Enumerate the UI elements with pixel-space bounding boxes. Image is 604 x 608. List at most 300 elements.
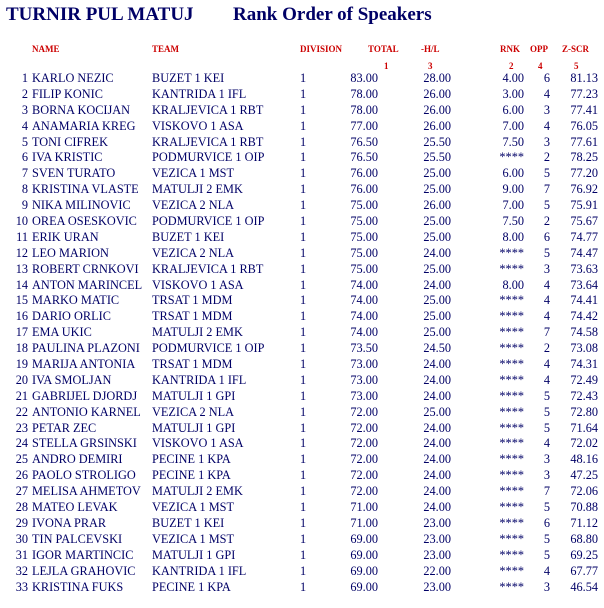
team-name: PODMURVICE 1 OIP [152,341,265,356]
total-score: 77.00 [350,118,378,133]
team-name: KRALJEVICA 1 RBT [152,261,264,276]
speaker-name: MELISA AHMETOV [32,484,141,499]
opponent-count: 3 [543,579,550,594]
rank-score: 3.00 [502,86,524,101]
z-score: 48.16 [570,452,598,467]
rank-score: **** [499,468,524,483]
row-number: 12 [15,245,28,260]
speaker-name: IVA SMOLJAN [32,372,112,387]
table-row [0,119,604,135]
division: 1 [300,182,307,197]
speaker-name: ANTONIO KARNEL [32,404,141,419]
z-score: 77.41 [570,102,598,117]
opponent-count: 7 [543,182,550,197]
team-name: TRSAT 1 MDM [152,293,233,308]
division: 1 [300,484,307,499]
team-name: KANTRIDA 1 IFL [152,563,247,578]
team-name: KANTRIDA 1 IFL [152,372,247,387]
hl-score: 24.00 [423,245,451,260]
opponent-count: 7 [543,484,550,499]
division: 1 [300,293,307,308]
row-number: 23 [15,420,28,435]
hl-score: 26.00 [423,102,451,117]
row-number: 33 [15,579,28,594]
z-score: 68.80 [570,531,598,546]
table-row [0,421,604,437]
hl-score: 25.00 [423,229,451,244]
speaker-name: SVEN TURATO [32,166,116,181]
z-score: 67.77 [570,563,598,578]
subheader-opp: 4 [538,61,543,71]
hl-score: 25.00 [423,309,451,324]
rank-score: **** [499,309,524,324]
table-row [0,373,604,389]
hl-score: 23.00 [423,531,451,546]
row-number: 21 [15,388,28,403]
z-score: 73.64 [570,277,598,292]
team-name: PECINE 1 KPA [152,452,231,467]
total-score: 69.00 [350,547,378,562]
z-score: 74.31 [570,357,598,372]
division: 1 [300,277,307,292]
team-name: PECINE 1 KPA [152,579,231,594]
row-number: 5 [21,134,28,149]
z-score: 74.47 [570,245,598,260]
speaker-name: GABRIJEL DJORDJ [32,388,138,403]
hl-score: 24.00 [423,452,451,467]
team-name: VEZICA 2 NLA [152,404,234,419]
row-number: 25 [15,452,28,467]
rank-score: **** [499,293,524,308]
rank-score: **** [499,547,524,562]
table-row [0,516,604,532]
team-name: VEZICA 1 MST [152,531,234,546]
z-score: 73.08 [570,341,598,356]
total-score: 72.00 [350,452,378,467]
total-score: 74.00 [350,277,378,292]
hl-score: 28.00 [423,71,451,85]
team-name: KANTRIDA 1 IFL [152,86,247,101]
total-score: 73.00 [350,372,378,387]
hl-score: 26.00 [423,86,451,101]
division: 1 [300,563,307,578]
team-name: MATULJI 1 GPI [152,547,236,562]
table-row [0,357,604,373]
hl-score: 25.50 [423,150,451,165]
total-score: 76.50 [350,134,378,149]
division: 1 [300,214,307,229]
division: 1 [300,547,307,562]
table-row [0,135,604,151]
team-name: PECINE 1 KPA [152,468,231,483]
z-score: 77.20 [570,166,598,181]
row-number: 18 [15,341,28,356]
speaker-name: ANTON MARINCEL [32,277,143,292]
team-name: PODMURVICE 1 OIP [152,214,265,229]
row-number: 13 [15,261,28,276]
z-score: 71.64 [570,420,598,435]
z-score: 72.06 [570,484,598,499]
division: 1 [300,388,307,403]
opponent-count: 7 [543,325,550,340]
division: 1 [300,261,307,276]
total-score: 76.00 [350,182,378,197]
row-number: 2 [21,86,28,101]
division: 1 [300,325,307,340]
hl-score: 24.00 [423,357,451,372]
table-row [0,293,604,309]
row-number: 16 [15,309,28,324]
z-score: 69.25 [570,547,598,562]
z-score: 73.63 [570,261,598,276]
header-division: DIVISION [300,44,343,54]
total-score: 73.50 [350,341,378,356]
rank-score: **** [499,357,524,372]
opponent-count: 5 [543,245,550,260]
team-name: TRSAT 1 MDM [152,357,233,372]
total-score: 76.00 [350,166,378,181]
header-team: TEAM [152,44,179,54]
division: 1 [300,309,307,324]
rank-score: **** [499,404,524,419]
hl-score: 25.50 [423,134,451,149]
z-score: 72.49 [570,372,598,387]
hl-score: 24.00 [423,436,451,451]
hl-score: 24.50 [423,341,451,356]
row-number: 1 [21,71,28,85]
row-number: 7 [21,166,28,181]
hl-score: 25.00 [423,325,451,340]
hl-score: 24.00 [423,277,451,292]
hl-score: 24.00 [423,468,451,483]
speaker-table [0,71,604,595]
hl-score: 22.00 [423,563,451,578]
division: 1 [300,579,307,594]
table-row [0,166,604,182]
hl-score: 25.00 [423,404,451,419]
header-zscr: Z-SCR [562,44,590,54]
rank-score: **** [499,579,524,594]
table-row [0,182,604,198]
row-number: 17 [15,325,28,340]
team-name: PODMURVICE 1 OIP [152,150,265,165]
speaker-name: ANDRO DEMIRI [32,452,123,467]
opponent-count: 4 [543,293,550,308]
row-number: 9 [21,198,28,213]
row-number: 27 [15,484,28,499]
table-row [0,309,604,325]
table-row [0,564,604,580]
z-score: 47.25 [570,468,598,483]
speaker-name: KRISTINA VLASTE [32,182,139,197]
division: 1 [300,500,307,515]
team-name: MATULJI 2 EMK [152,325,243,340]
total-score: 74.00 [350,293,378,308]
total-score: 75.00 [350,245,378,260]
total-score: 72.00 [350,436,378,451]
row-number: 22 [15,404,28,419]
opponent-count: 6 [543,71,550,85]
opponent-count: 5 [543,500,550,515]
row-number: 26 [15,468,28,483]
rank-score: 9.00 [502,182,524,197]
row-number: 20 [15,372,28,387]
rank-score: 7.00 [502,118,524,133]
rank-score: **** [499,388,524,403]
row-number: 28 [15,500,28,515]
rank-score: **** [499,261,524,276]
rank-score: 6.00 [502,102,524,117]
row-number: 30 [15,531,28,546]
division: 1 [300,468,307,483]
team-name: MATULJI 2 EMK [152,182,243,197]
team-name: VEZICA 2 NLA [152,245,234,260]
speaker-name: MARIJA ANTONIA [32,357,136,372]
total-score: 72.00 [350,484,378,499]
speaker-name: IVA KRISTIC [32,150,103,165]
division: 1 [300,198,307,213]
division: 1 [300,71,307,85]
speaker-name: FILIP KONIC [32,86,103,101]
z-score: 75.91 [570,198,598,213]
rank-score: 7.50 [502,134,524,149]
table-row [0,580,604,596]
z-score: 71.12 [570,515,598,530]
z-score: 75.67 [570,214,598,229]
row-number: 6 [21,150,28,165]
speaker-name: ANAMARIA KREG [32,118,136,133]
table-row [0,230,604,246]
table-row [0,405,604,421]
total-score: 75.00 [350,198,378,213]
row-number: 15 [15,293,28,308]
opponent-count: 5 [543,547,550,562]
division: 1 [300,134,307,149]
rank-score: 4.00 [502,71,524,85]
z-score: 81.13 [570,71,598,85]
total-score: 69.00 [350,531,378,546]
rank-score: **** [499,372,524,387]
row-number: 24 [15,436,28,451]
division: 1 [300,531,307,546]
hl-score: 24.00 [423,420,451,435]
row-number: 3 [21,102,28,117]
opponent-count: 3 [543,134,550,149]
table-row [0,548,604,564]
table-row [0,87,604,103]
opponent-count: 5 [543,198,550,213]
team-name: KRALJEVICA 1 RBT [152,102,264,117]
division: 1 [300,166,307,181]
rank-score: 7.00 [502,198,524,213]
division: 1 [300,341,307,356]
table-row [0,246,604,262]
row-number: 29 [15,515,28,530]
opponent-count: 2 [543,214,550,229]
total-score: 72.00 [350,468,378,483]
team-name: BUZET 1 KEI [152,229,225,244]
header-name: NAME [32,44,60,54]
hl-score: 24.00 [423,388,451,403]
hl-score: 23.00 [423,579,451,594]
total-score: 71.00 [350,500,378,515]
speaker-name: KARLO NEZIC [32,71,114,85]
z-score: 70.88 [570,500,598,515]
opponent-count: 4 [543,86,550,101]
row-number: 8 [21,182,28,197]
team-name: MATULJI 2 EMK [152,484,243,499]
team-name: VEZICA 2 NLA [152,198,234,213]
opponent-count: 5 [543,404,550,419]
total-score: 78.00 [350,102,378,117]
hl-score: 26.00 [423,198,451,213]
speaker-name: PAOLO STROLIGO [32,468,136,483]
speaker-name: TIN PALCEVSKI [32,531,123,546]
table-row [0,262,604,278]
division: 1 [300,357,307,372]
team-name: VISKOVO 1 ASA [152,277,244,292]
rank-score: **** [499,436,524,451]
total-score: 71.00 [350,515,378,530]
z-score: 77.23 [570,86,598,101]
table-row [0,278,604,294]
table-row [0,198,604,214]
total-score: 75.00 [350,214,378,229]
speaker-name: TONI CIFREK [32,134,108,149]
speaker-name: DARIO ORLIC [32,309,111,324]
rank-score: **** [499,515,524,530]
total-score: 75.00 [350,229,378,244]
page-title: TURNIR PUL MATUJ [6,4,194,25]
z-score: 78.25 [570,150,598,165]
team-name: BUZET 1 KEI [152,71,225,85]
division: 1 [300,404,307,419]
hl-score: 25.00 [423,182,451,197]
hl-score: 25.00 [423,214,451,229]
rank-score: **** [499,531,524,546]
speaker-name: MATEO LEVAK [32,500,118,515]
rank-score: 8.00 [502,277,524,292]
hl-score: 25.00 [423,166,451,181]
row-number: 4 [21,118,28,133]
speaker-name: PETAR ZEC [32,420,97,435]
rank-score: **** [499,563,524,578]
z-score: 74.58 [570,325,598,340]
speaker-name: BORNA KOCIJAN [32,102,131,117]
speaker-name: STELLA GRSINSKI [32,436,137,451]
table-row [0,103,604,119]
total-score: 74.00 [350,309,378,324]
rank-score: **** [499,341,524,356]
opponent-count: 4 [543,563,550,578]
hl-score: 25.00 [423,293,451,308]
total-score: 74.00 [350,325,378,340]
division: 1 [300,150,307,165]
hl-score: 24.00 [423,372,451,387]
table-row [0,214,604,230]
row-number: 10 [15,214,28,229]
table-row [0,468,604,484]
z-score: 74.42 [570,309,598,324]
z-score: 72.80 [570,404,598,419]
speaker-name: IVONA PRAR [32,515,107,530]
hl-score: 26.00 [423,118,451,133]
table-row [0,452,604,468]
opponent-count: 4 [543,357,550,372]
speaker-name: MARKO MATIC [32,293,120,308]
team-name: BUZET 1 KEI [152,515,225,530]
division: 1 [300,245,307,260]
team-name: VISKOVO 1 ASA [152,436,244,451]
table-row [0,436,604,452]
rank-score: 8.00 [502,229,524,244]
z-score: 76.05 [570,118,598,133]
speaker-name: OREA OSESKOVIC [32,214,137,229]
subheader-rnk: 2 [509,61,514,71]
division: 1 [300,229,307,244]
rank-score: 6.00 [502,166,524,181]
speaker-name: ERIK URAN [32,229,99,244]
subheader-total: 1 [384,61,389,71]
opponent-count: 5 [543,388,550,403]
opponent-count: 6 [543,229,550,244]
z-score: 46.54 [570,579,598,594]
speaker-name: EMA UKIC [32,325,92,340]
header-hl: -H/L [421,44,440,54]
z-score: 74.41 [570,293,598,308]
hl-score: 24.00 [423,500,451,515]
rank-score: **** [499,325,524,340]
opponent-count: 2 [543,341,550,356]
table-row [0,500,604,516]
team-name: VEZICA 1 MST [152,166,234,181]
total-score: 72.00 [350,420,378,435]
subheader-hl: 3 [428,61,433,71]
hl-score: 23.00 [423,515,451,530]
page-subtitle: Rank Order of Speakers [233,4,432,25]
opponent-count: 6 [543,515,550,530]
hl-score: 25.00 [423,261,451,276]
speaker-name: PAULINA PLAZONI [32,341,140,356]
z-score: 76.92 [570,182,598,197]
header-opp: OPP [530,44,548,54]
hl-score: 24.00 [423,484,451,499]
opponent-count: 3 [543,261,550,276]
team-name: VISKOVO 1 ASA [152,118,244,133]
speaker-name: KRISTINA FUKS [32,579,124,594]
division: 1 [300,436,307,451]
rank-score: **** [499,500,524,515]
opponent-count: 3 [543,452,550,467]
division: 1 [300,452,307,467]
speaker-name: LEO MARION [32,245,109,260]
division: 1 [300,118,307,133]
division: 1 [300,102,307,117]
z-score: 72.02 [570,436,598,451]
z-score: 77.61 [570,134,598,149]
division: 1 [300,420,307,435]
table-row [0,150,604,166]
z-score: 74.77 [570,229,598,244]
table-row [0,325,604,341]
z-score: 72.43 [570,388,598,403]
team-name: MATULJI 1 GPI [152,388,236,403]
table-row [0,389,604,405]
division: 1 [300,515,307,530]
subheader-zscr: 5 [574,61,579,71]
table-row [0,71,604,87]
opponent-count: 3 [543,468,550,483]
